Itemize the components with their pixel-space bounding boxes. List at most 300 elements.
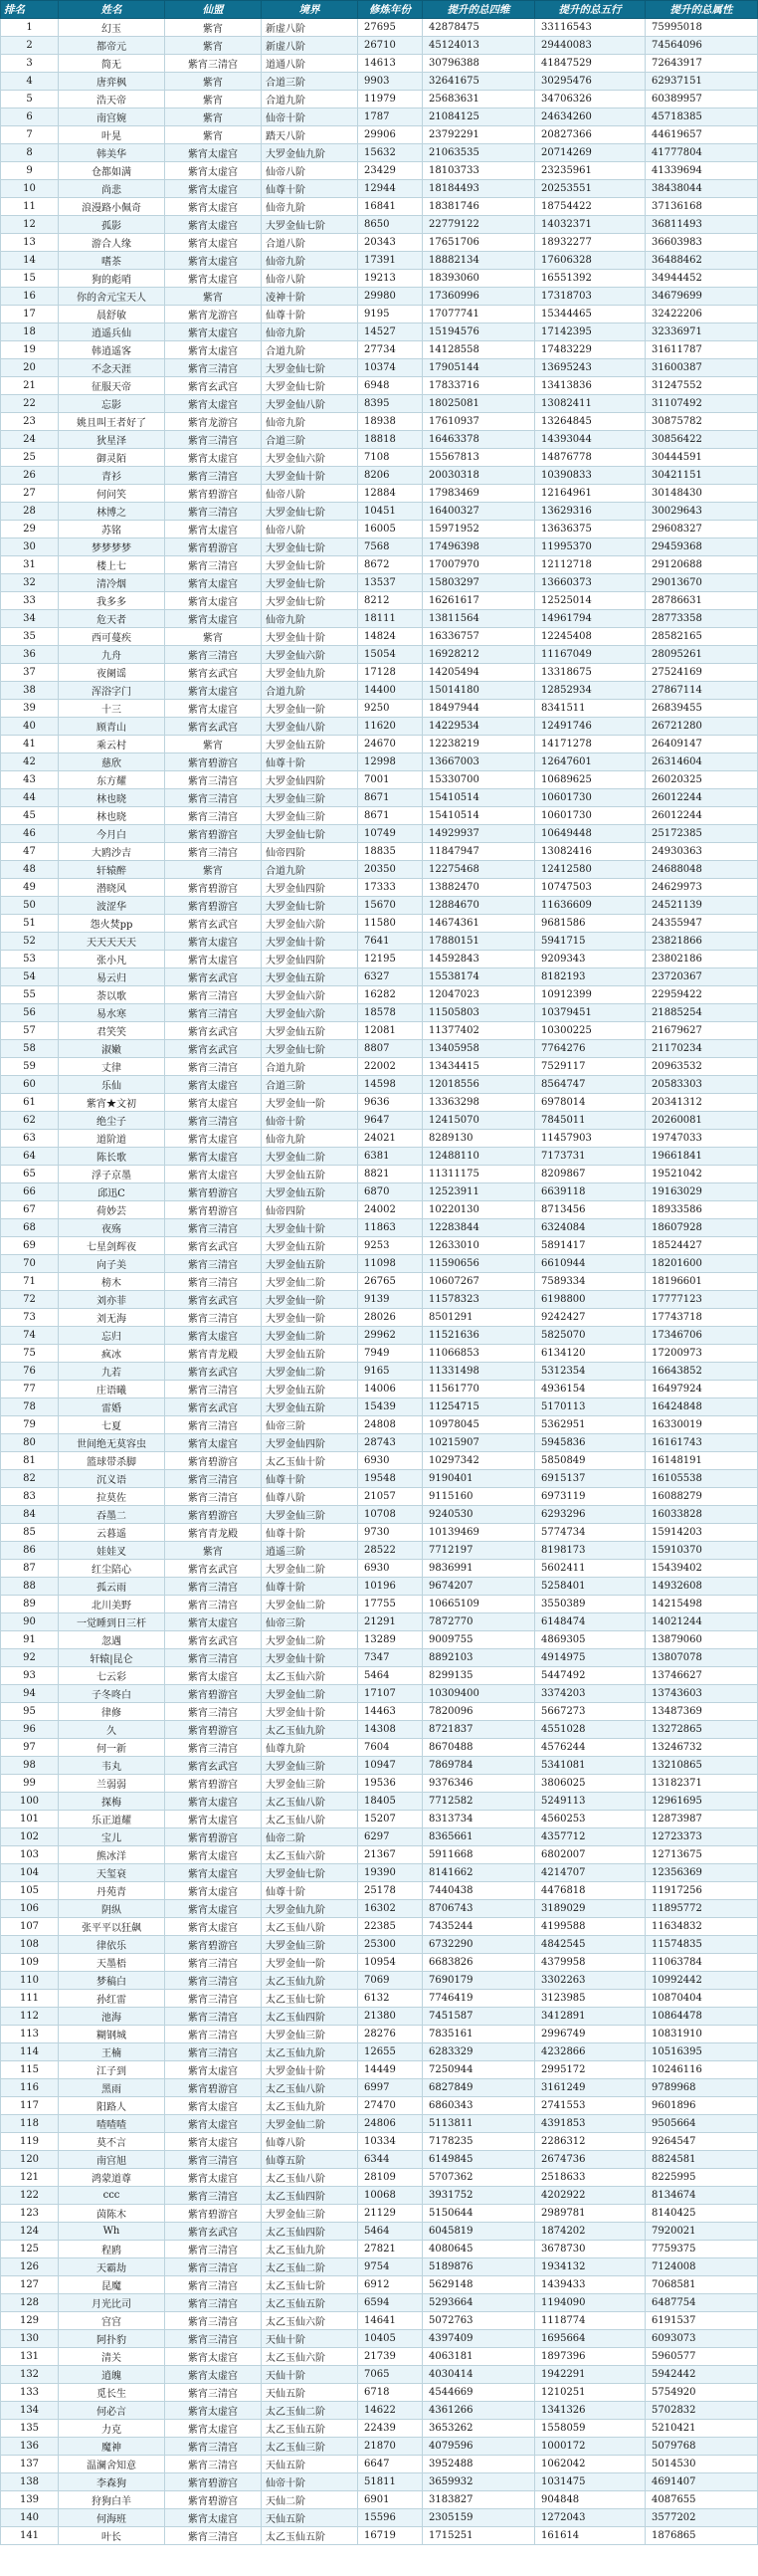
guild-cell: 紫宵三清宫 bbox=[165, 2456, 262, 2473]
realm-cell: 大罗金仙八阶 bbox=[262, 395, 358, 413]
realm-cell: 大罗金仙一阶 bbox=[262, 1954, 358, 1972]
years-cell: 10374 bbox=[358, 359, 423, 377]
name-cell: 刘亦菲 bbox=[59, 1291, 165, 1309]
years-cell: 15596 bbox=[358, 2509, 423, 2527]
years-cell: 6381 bbox=[358, 1148, 423, 1166]
realm-cell: 大罗金仙八阶 bbox=[262, 718, 358, 736]
realm-cell: 天仙五阶 bbox=[262, 2456, 358, 2473]
total-cell: 30444591 bbox=[646, 449, 758, 467]
realm-cell: 大罗金仙十阶 bbox=[262, 1649, 358, 1667]
name-cell: 荼以歌 bbox=[59, 986, 165, 1004]
stat5-cell: 13629316 bbox=[535, 503, 646, 521]
years-cell: 8206 bbox=[358, 467, 423, 485]
table-row bbox=[1, 1596, 758, 1613]
name-cell: 苏铭 bbox=[59, 521, 165, 538]
total-cell: 27524169 bbox=[646, 664, 758, 682]
total-cell: 28773358 bbox=[646, 610, 758, 628]
rank-cell: 29 bbox=[1, 521, 59, 538]
realm-cell: 仙尊十阶 bbox=[262, 1578, 358, 1596]
realm-cell: 仙帝三阶 bbox=[262, 1416, 358, 1434]
table-row bbox=[1, 1811, 758, 1828]
table-row bbox=[1, 1649, 758, 1667]
total-cell: 10992442 bbox=[646, 1972, 758, 1990]
total-cell: 5014530 bbox=[646, 2456, 758, 2473]
realm-cell: 大罗金仙一阶 bbox=[262, 1291, 358, 1309]
total-cell: 10831910 bbox=[646, 2026, 758, 2043]
stat4-cell: 42878475 bbox=[423, 19, 535, 37]
total-cell: 16497924 bbox=[646, 1381, 758, 1398]
table-row bbox=[1, 861, 758, 879]
stat5-cell: 14961794 bbox=[535, 610, 646, 628]
stat5-cell: 5341081 bbox=[535, 1757, 646, 1775]
years-cell: 16005 bbox=[358, 521, 423, 538]
stat5-cell: 4842545 bbox=[535, 1936, 646, 1954]
total-cell: 26012244 bbox=[646, 807, 758, 825]
table-row bbox=[1, 1058, 758, 1076]
years-cell: 14824 bbox=[358, 628, 423, 646]
table-row bbox=[1, 1022, 758, 1040]
stat5-cell: 4391853 bbox=[535, 2115, 646, 2133]
realm-cell: 大罗金仙五阶 bbox=[262, 968, 358, 986]
table-row bbox=[1, 2151, 758, 2169]
realm-cell: 仙尊十阶 bbox=[262, 180, 358, 198]
rank-cell: 102 bbox=[1, 1828, 59, 1846]
realm-cell: 大罗金仙五阶 bbox=[262, 736, 358, 753]
guild-cell: 紫宵太虚宫 bbox=[165, 270, 262, 288]
realm-cell: 大罗金仙五阶 bbox=[262, 1022, 358, 1040]
stat5-cell: 6134120 bbox=[535, 1345, 646, 1363]
stat4-cell: 12018556 bbox=[423, 1076, 535, 1094]
stat5-cell: 1934132 bbox=[535, 2258, 646, 2276]
years-cell: 11098 bbox=[358, 1255, 423, 1273]
realm-cell: 大罗金仙七阶 bbox=[262, 574, 358, 592]
realm-cell: 仙尊十阶 bbox=[262, 1882, 358, 1900]
table-row bbox=[1, 2402, 758, 2420]
table-row bbox=[1, 933, 758, 951]
total-cell: 11917256 bbox=[646, 1882, 758, 1900]
stat5-cell: 1439433 bbox=[535, 2276, 646, 2294]
rank-cell: 104 bbox=[1, 1864, 59, 1882]
stat5-cell: 6610944 bbox=[535, 1255, 646, 1273]
stat5-cell: 5447492 bbox=[535, 1667, 646, 1685]
realm-cell: 太乙玉仙九阶 bbox=[262, 2241, 358, 2258]
stat5-cell: 6324084 bbox=[535, 1219, 646, 1237]
total-cell: 24688048 bbox=[646, 861, 758, 879]
table-row bbox=[1, 592, 758, 610]
guild-cell: 紫宵三清宫 bbox=[165, 2026, 262, 2043]
stat5-cell: 4379958 bbox=[535, 1954, 646, 1972]
total-cell: 27867114 bbox=[646, 682, 758, 700]
table-row bbox=[1, 879, 758, 897]
stat4-cell: 11505803 bbox=[423, 1004, 535, 1022]
total-cell: 13272865 bbox=[646, 1721, 758, 1739]
table-row bbox=[1, 1524, 758, 1542]
years-cell: 6594 bbox=[358, 2294, 423, 2312]
total-cell: 4691407 bbox=[646, 2473, 758, 2491]
realm-cell: 太乙玉仙六阶 bbox=[262, 1667, 358, 1685]
guild-cell: 紫宵玄武宫 bbox=[165, 1040, 262, 1058]
realm-cell: 逍遥三阶 bbox=[262, 1542, 358, 1560]
years-cell: 10196 bbox=[358, 1578, 423, 1596]
name-cell: 叶长 bbox=[59, 2527, 165, 2545]
stat5-cell: 1031475 bbox=[535, 2473, 646, 2491]
years-cell: 7108 bbox=[358, 449, 423, 467]
name-cell: 逍魄 bbox=[59, 2366, 165, 2384]
table-row bbox=[1, 1040, 758, 1058]
stat5-cell: 17142395 bbox=[535, 323, 646, 341]
stat5-cell: 15344465 bbox=[535, 306, 646, 323]
table-row bbox=[1, 1613, 758, 1631]
stat4-cell: 8670488 bbox=[423, 1739, 535, 1757]
total-cell: 10246116 bbox=[646, 2061, 758, 2079]
years-cell: 14622 bbox=[358, 2402, 423, 2420]
realm-cell: 天仙十阶 bbox=[262, 2366, 358, 2384]
stat4-cell: 18025081 bbox=[423, 395, 535, 413]
name-cell: 陈长歌 bbox=[59, 1148, 165, 1166]
rank-cell: 128 bbox=[1, 2294, 59, 2312]
guild-cell: 紫宵玄武宫 bbox=[165, 377, 262, 395]
stat5-cell: 7173731 bbox=[535, 1148, 646, 1166]
rank-cell: 45 bbox=[1, 807, 59, 825]
stat5-cell: 16551392 bbox=[535, 270, 646, 288]
years-cell: 18405 bbox=[358, 1793, 423, 1811]
stat5-cell: 4232866 bbox=[535, 2043, 646, 2061]
total-cell: 26721280 bbox=[646, 718, 758, 736]
total-cell: 26839455 bbox=[646, 700, 758, 718]
years-cell: 28522 bbox=[358, 1542, 423, 1560]
stat5-cell: 4936154 bbox=[535, 1381, 646, 1398]
years-cell: 16302 bbox=[358, 1900, 423, 1918]
stat4-cell: 10297342 bbox=[423, 1452, 535, 1470]
rank-cell: 47 bbox=[1, 843, 59, 861]
years-cell: 20350 bbox=[358, 861, 423, 879]
stat5-cell: 2995172 bbox=[535, 2061, 646, 2079]
total-cell: 10516395 bbox=[646, 2043, 758, 2061]
stat5-cell: 12112718 bbox=[535, 556, 646, 574]
years-cell: 14527 bbox=[358, 323, 423, 341]
stat4-cell: 32641675 bbox=[423, 73, 535, 91]
name-cell: 怨火焚pp bbox=[59, 915, 165, 933]
realm-cell: 太乙玉仙九阶 bbox=[262, 2097, 358, 2115]
table-row bbox=[1, 73, 758, 91]
total-cell: 34944452 bbox=[646, 270, 758, 288]
table-row bbox=[1, 1470, 758, 1488]
guild-cell: 紫宵太虚宫 bbox=[165, 1148, 262, 1166]
total-cell: 26314604 bbox=[646, 753, 758, 771]
total-cell: 24629973 bbox=[646, 879, 758, 897]
rank-cell: 131 bbox=[1, 2348, 59, 2366]
total-cell: 13182371 bbox=[646, 1775, 758, 1793]
years-cell: 24670 bbox=[358, 736, 423, 753]
stat4-cell: 5189876 bbox=[423, 2258, 535, 2276]
total-cell: 23821866 bbox=[646, 933, 758, 951]
total-cell: 24521139 bbox=[646, 897, 758, 915]
stat4-cell: 12238219 bbox=[423, 736, 535, 753]
name-cell: 丈律 bbox=[59, 1058, 165, 1076]
years-cell: 12081 bbox=[358, 1022, 423, 1040]
name-cell: 狗的彪哨 bbox=[59, 270, 165, 288]
years-cell: 17333 bbox=[358, 879, 423, 897]
years-cell: 12655 bbox=[358, 2043, 423, 2061]
rank-cell: 44 bbox=[1, 789, 59, 807]
guild-cell: 紫宵碧游宫 bbox=[165, 1775, 262, 1793]
stat4-cell: 17833716 bbox=[423, 377, 535, 395]
guild-cell: 紫宵 bbox=[165, 861, 262, 879]
stat4-cell: 6149845 bbox=[423, 2151, 535, 2169]
stat5-cell: 14171278 bbox=[535, 736, 646, 753]
guild-cell: 紫宵太虚宫 bbox=[165, 1613, 262, 1631]
guild-cell: 紫宵碧游宫 bbox=[165, 1936, 262, 1954]
name-cell: 韩美华 bbox=[59, 144, 165, 162]
realm-cell: 太乙玉仙八阶 bbox=[262, 1811, 358, 1828]
name-cell: 林博之 bbox=[59, 503, 165, 521]
realm-cell: 大罗金仙七阶 bbox=[262, 503, 358, 521]
name-cell: 浑浴字门 bbox=[59, 682, 165, 700]
rank-cell: 3 bbox=[1, 55, 59, 73]
guild-cell: 紫宵太虚宫 bbox=[165, 234, 262, 252]
realm-cell: 仙帝十阶 bbox=[262, 1112, 358, 1130]
years-cell: 8395 bbox=[358, 395, 423, 413]
name-cell: 天玺衰 bbox=[59, 1864, 165, 1882]
realm-cell: 大罗金仙六阶 bbox=[262, 646, 358, 664]
total-cell: 5079768 bbox=[646, 2438, 758, 2456]
table-row bbox=[1, 771, 758, 789]
stat4-cell: 12488110 bbox=[423, 1148, 535, 1166]
guild-cell: 紫宵太虚宫 bbox=[165, 933, 262, 951]
stat5-cell: 20253551 bbox=[535, 180, 646, 198]
stat4-cell: 1715251 bbox=[423, 2527, 535, 2545]
name-cell: 一觉睡到日三杆 bbox=[59, 1613, 165, 1631]
years-cell: 9253 bbox=[358, 1237, 423, 1255]
years-cell: 26710 bbox=[358, 37, 423, 55]
total-cell: 16148191 bbox=[646, 1452, 758, 1470]
name-cell: 力克 bbox=[59, 2420, 165, 2438]
rank-cell: 83 bbox=[1, 1488, 59, 1506]
rank-cell: 28 bbox=[1, 503, 59, 521]
stat5-cell: 41847529 bbox=[535, 55, 646, 73]
name-cell: 简无 bbox=[59, 55, 165, 73]
rank-cell: 17 bbox=[1, 306, 59, 323]
guild-cell: 紫宵 bbox=[165, 108, 262, 126]
stat4-cell: 17360996 bbox=[423, 288, 535, 306]
guild-cell: 紫宵三清宫 bbox=[165, 2330, 262, 2348]
stat4-cell: 16463378 bbox=[423, 431, 535, 449]
stat4-cell: 21063535 bbox=[423, 144, 535, 162]
table-row bbox=[1, 1488, 758, 1506]
table-row bbox=[1, 807, 758, 825]
stat5-cell: 7845011 bbox=[535, 1112, 646, 1130]
stat4-cell: 9674207 bbox=[423, 1578, 535, 1596]
guild-cell: 紫宵 bbox=[165, 73, 262, 91]
rank-cell: 125 bbox=[1, 2241, 59, 2258]
realm-cell: 太乙玉仙八阶 bbox=[262, 2079, 358, 2097]
guild-cell: 紫宵 bbox=[165, 288, 262, 306]
guild-cell: 紫宵三清宫 bbox=[165, 1596, 262, 1613]
rank-cell: 1 bbox=[1, 19, 59, 37]
rank-cell: 22 bbox=[1, 395, 59, 413]
guild-cell: 紫宵三清宫 bbox=[165, 1649, 262, 1667]
years-cell: 28026 bbox=[358, 1309, 423, 1327]
total-cell: 10864478 bbox=[646, 2008, 758, 2026]
stat4-cell: 9376346 bbox=[423, 1775, 535, 1793]
total-cell: 12713675 bbox=[646, 1846, 758, 1864]
guild-cell: 紫宵太虚宫 bbox=[165, 323, 262, 341]
name-cell: 浪漫路小佩奇 bbox=[59, 198, 165, 216]
total-cell: 12723373 bbox=[646, 1828, 758, 1846]
years-cell: 16841 bbox=[358, 198, 423, 216]
name-cell: 轩辕|昆仑 bbox=[59, 1649, 165, 1667]
table-row bbox=[1, 1578, 758, 1596]
guild-cell: 紫宵三清宫 bbox=[165, 359, 262, 377]
realm-cell: 合道三阶 bbox=[262, 1076, 358, 1094]
stat5-cell: 12412580 bbox=[535, 861, 646, 879]
name-cell: 张平平以狂飙 bbox=[59, 1918, 165, 1936]
table-row bbox=[1, 55, 758, 73]
stat4-cell: 9115160 bbox=[423, 1488, 535, 1506]
rank-cell: 53 bbox=[1, 951, 59, 968]
total-cell: 16088279 bbox=[646, 1488, 758, 1506]
total-cell: 24930363 bbox=[646, 843, 758, 861]
name-cell: 梦稿白 bbox=[59, 1972, 165, 1990]
stat4-cell: 10607267 bbox=[423, 1273, 535, 1291]
name-cell: 西可蔓疾 bbox=[59, 628, 165, 646]
table-row bbox=[1, 1972, 758, 1990]
total-cell: 10870404 bbox=[646, 1990, 758, 2008]
table-row bbox=[1, 2258, 758, 2276]
total-cell: 5942442 bbox=[646, 2366, 758, 2384]
rank-cell: 14 bbox=[1, 252, 59, 270]
name-cell: 七夏 bbox=[59, 1416, 165, 1434]
years-cell: 9165 bbox=[358, 1363, 423, 1381]
stat4-cell: 5150644 bbox=[423, 2205, 535, 2223]
years-cell: 10068 bbox=[358, 2187, 423, 2205]
table-row bbox=[1, 915, 758, 933]
years-cell: 18818 bbox=[358, 431, 423, 449]
stat5-cell: 11167049 bbox=[535, 646, 646, 664]
table-row bbox=[1, 2241, 758, 2258]
stat5-cell: 12852934 bbox=[535, 682, 646, 700]
guild-cell: 紫宵太虚宫 bbox=[165, 2420, 262, 2438]
guild-cell: 紫宵太虚宫 bbox=[165, 1882, 262, 1900]
table-row bbox=[1, 1864, 758, 1882]
name-cell: 韩逍遥客 bbox=[59, 341, 165, 359]
guild-cell: 紫宵太虚宫 bbox=[165, 2061, 262, 2079]
table-row bbox=[1, 449, 758, 467]
rank-cell: 50 bbox=[1, 897, 59, 915]
years-cell: 24806 bbox=[358, 2115, 423, 2133]
table-row bbox=[1, 216, 758, 234]
rank-cell: 111 bbox=[1, 1990, 59, 2008]
guild-cell: 紫宵玄武宫 bbox=[165, 915, 262, 933]
name-cell: 吞墨二 bbox=[59, 1506, 165, 1524]
stat4-cell: 20030318 bbox=[423, 467, 535, 485]
stat5-cell: 6293296 bbox=[535, 1506, 646, 1524]
total-cell: 19747033 bbox=[646, 1130, 758, 1148]
years-cell: 27821 bbox=[358, 2241, 423, 2258]
guild-cell: 紫宵太虚宫 bbox=[165, 1130, 262, 1148]
realm-cell: 大罗金仙六阶 bbox=[262, 1004, 358, 1022]
name-cell: 雷婚 bbox=[59, 1398, 165, 1416]
total-cell: 36488462 bbox=[646, 252, 758, 270]
years-cell: 11979 bbox=[358, 91, 423, 108]
stat5-cell: 1942291 bbox=[535, 2366, 646, 2384]
guild-cell: 紫宵 bbox=[165, 91, 262, 108]
stat4-cell: 16928212 bbox=[423, 646, 535, 664]
rank-cell: 139 bbox=[1, 2491, 59, 2509]
table-row bbox=[1, 574, 758, 592]
total-cell: 21170234 bbox=[646, 1040, 758, 1058]
table-row bbox=[1, 1201, 758, 1219]
table-row bbox=[1, 1148, 758, 1166]
guild-cell: 紫宵太虚宫 bbox=[165, 2509, 262, 2527]
name-cell: 魔神 bbox=[59, 2438, 165, 2456]
stat4-cell: 8313734 bbox=[423, 1811, 535, 1828]
realm-cell: 太乙玉仙四阶 bbox=[262, 2008, 358, 2026]
guild-cell: 紫宵玄武宫 bbox=[165, 1631, 262, 1649]
table-row bbox=[1, 1130, 758, 1148]
stat4-cell: 11561770 bbox=[423, 1381, 535, 1398]
rank-cell: 117 bbox=[1, 2097, 59, 2115]
rank-cell: 80 bbox=[1, 1434, 59, 1452]
name-cell: 忘影 bbox=[59, 395, 165, 413]
stat5-cell: 13660373 bbox=[535, 574, 646, 592]
realm-cell: 天仙五阶 bbox=[262, 2384, 358, 2402]
realm-cell: 大罗金仙十阶 bbox=[262, 2061, 358, 2079]
years-cell: 27695 bbox=[358, 19, 423, 37]
total-cell: 13746627 bbox=[646, 1667, 758, 1685]
total-cell: 30029643 bbox=[646, 503, 758, 521]
total-cell: 8134674 bbox=[646, 2187, 758, 2205]
name-cell: 叶晃 bbox=[59, 126, 165, 144]
name-cell: 榜木 bbox=[59, 1273, 165, 1291]
rank-cell: 61 bbox=[1, 1094, 59, 1112]
rank-cell: 59 bbox=[1, 1058, 59, 1076]
rank-cell: 64 bbox=[1, 1148, 59, 1166]
stat5-cell: 6148474 bbox=[535, 1613, 646, 1631]
name-cell: 邱迅C bbox=[59, 1183, 165, 1201]
years-cell: 9754 bbox=[358, 2258, 423, 2276]
table-row bbox=[1, 2330, 758, 2348]
guild-cell: 紫宵碧游宫 bbox=[165, 825, 262, 843]
table-row bbox=[1, 288, 758, 306]
stat4-cell: 10978045 bbox=[423, 1416, 535, 1434]
name-cell: 顾青山 bbox=[59, 718, 165, 736]
years-cell: 21129 bbox=[358, 2205, 423, 2223]
years-cell: 26765 bbox=[358, 1273, 423, 1291]
realm-cell: 仙帝八阶 bbox=[262, 162, 358, 180]
stat4-cell: 14674361 bbox=[423, 915, 535, 933]
rank-cell: 46 bbox=[1, 825, 59, 843]
realm-cell: 大罗金仙一阶 bbox=[262, 1309, 358, 1327]
years-cell: 9903 bbox=[358, 73, 423, 91]
total-cell: 30148430 bbox=[646, 485, 758, 503]
name-cell: 月光比司 bbox=[59, 2294, 165, 2312]
table-row bbox=[1, 2115, 758, 2133]
stat4-cell: 15410514 bbox=[423, 807, 535, 825]
guild-cell: 紫宵三清宫 bbox=[165, 55, 262, 73]
years-cell: 20343 bbox=[358, 234, 423, 252]
realm-cell: 大罗金仙五阶 bbox=[262, 1381, 358, 1398]
guild-cell: 紫宵太虚宫 bbox=[165, 449, 262, 467]
stat4-cell: 15194576 bbox=[423, 323, 535, 341]
name-cell: 张小凡 bbox=[59, 951, 165, 968]
table-row bbox=[1, 2312, 758, 2330]
name-cell: 南宫旭 bbox=[59, 2151, 165, 2169]
stat4-cell: 11847947 bbox=[423, 843, 535, 861]
rank-cell: 129 bbox=[1, 2312, 59, 2330]
realm-cell: 仙帝八阶 bbox=[262, 485, 358, 503]
guild-cell: 紫宵三清宫 bbox=[165, 2043, 262, 2061]
